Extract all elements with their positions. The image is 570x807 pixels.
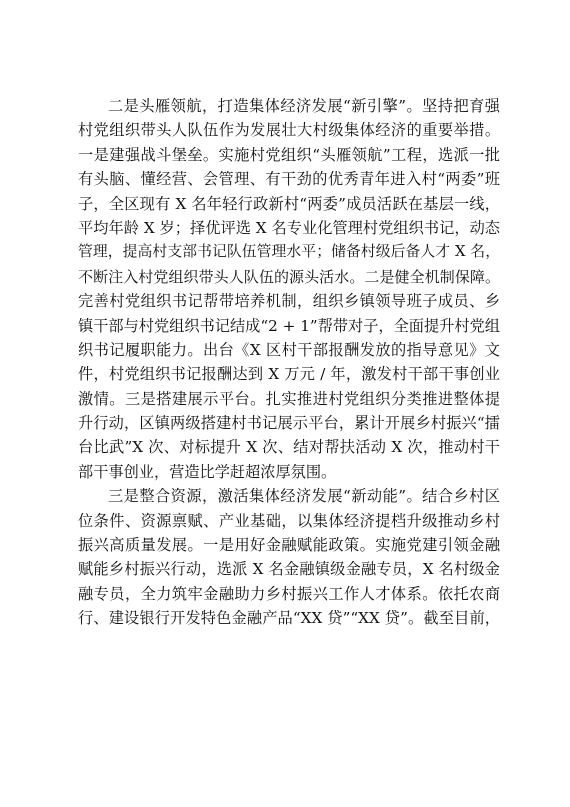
paragraph-line: 镇干部与村党组织书记结成“2 + 1”帮带对子，全面提升村党组 xyxy=(78,316,500,335)
paragraph-line: 完善村党组织书记帮带培养机制，组织乡镇领导班子成员、乡 xyxy=(78,292,500,311)
paragraph-line: 台比武”X 次、对标提升 X 次、结对帮扶活动 X 次，推动村干 xyxy=(78,438,500,457)
paragraph-line: 位条件、资源禀赋、产业基础，以集体经济提档升级推动乡村 xyxy=(78,511,500,530)
paragraph-line: 激情。三是搭建展示平台。扎实推进村党组织分类推进整体提 xyxy=(78,389,500,408)
paragraph-line: 赋能乡村振兴行动，选派 X 名金融镇级金融专员，X 名村级金 xyxy=(78,560,500,579)
paragraph-line: 管理，提高村支部书记队伍管理水平；储备村级后备人才 X 名， xyxy=(78,243,500,261)
paragraph-line: 有头脑、懂经营、会管理、有干劲的优秀青年进入村“两委”班 xyxy=(78,170,500,189)
paragraph-line: 二是头雁领航，打造集体经济发展“新引擎”。坚持把育强 xyxy=(108,97,500,115)
paragraph-line: 一是建强战斗堡垒。实施村党组织“头雁领航”工程，选派一批 xyxy=(78,145,500,164)
paragraph-line: 不断注入村党组织带头人队伍的源头活水。二是健全机制保障。 xyxy=(78,267,500,286)
paragraph-line: 行、建设银行开发特色金融产品“XX 贷”“XX 贷”。截至目前， xyxy=(78,609,500,628)
paragraph-line: 织书记履职能力。出台《X 区村干部报酬发放的指导意见》文 xyxy=(78,340,500,359)
body-text xyxy=(78,94,500,631)
paragraph-line: 村党组织带头人队伍作为发展壮大村级集体经济的重要举措。 xyxy=(78,121,500,140)
paragraph-line: 件，村党组织书记报酬达到 X 万元 / 年，激发村干部干事创业 xyxy=(78,365,500,384)
paragraph-line: 三是整合资源，激活集体经济发展“新动能”。结合乡村区 xyxy=(108,487,500,506)
paragraph-line: 升行动，区镇两级搭建村书记展示平台，累计开展乡村振兴“擂 xyxy=(78,414,500,433)
paragraph-line: 子，全区现有 X 名年轻行政新村“两委”成员活跃在基层一线， xyxy=(78,194,500,213)
paragraph-line: 平均年龄 X 岁；择优评选 X 名专业化管理村党组织书记，动态 xyxy=(78,218,500,237)
paragraph-line: 振兴高质量发展。一是用好金融赋能政策。实施党建引领金融 xyxy=(78,536,500,555)
paragraph-line: 部干事创业，营造比学赶超浓厚氛围。 xyxy=(78,462,337,481)
paragraph-line: 融专员，全力筑牢金融助力乡村振兴工作人才体系。依托农商 xyxy=(78,584,500,603)
